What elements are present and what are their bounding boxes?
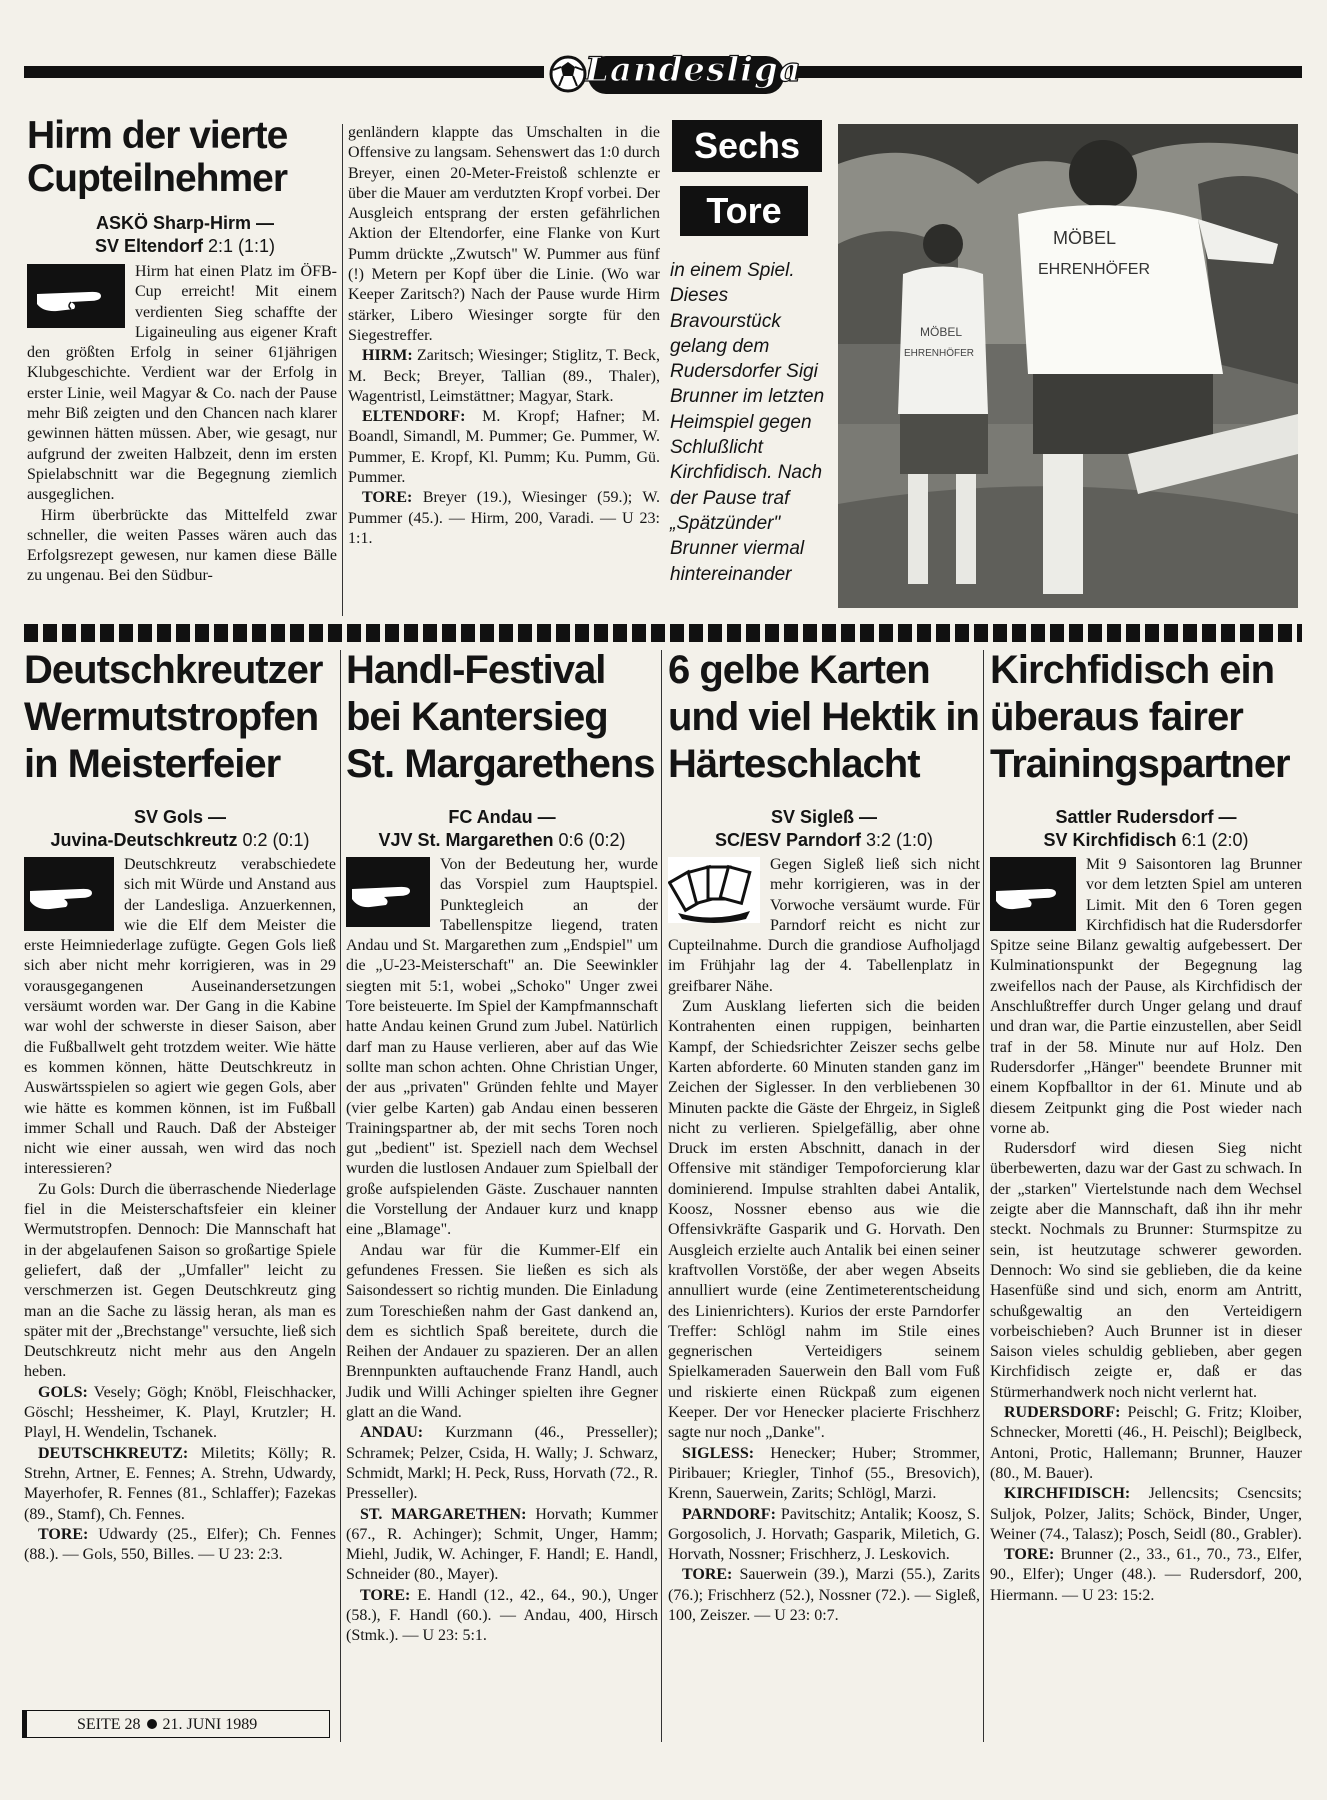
goals-article5-label: TORE: <box>1004 1546 1055 1564</box>
lineup-sigless <box>668 1444 980 1505</box>
lineup-eltendorf <box>348 407 660 488</box>
article5-match <box>990 806 1302 852</box>
article2-match-score: 0:2 (0:1) <box>237 830 310 850</box>
article4-body <box>668 855 980 1705</box>
pointing-hand-icon <box>24 857 114 931</box>
article2-body <box>24 855 336 1705</box>
article2-match-line2 <box>24 829 336 852</box>
article3-paragraph-1: Von der Bedeutung her, wurde das Vorspiel zum Hauptspiel. Punktegleich an der Tabellenspitze liegend, traten Andau und St. Margarethen zum „Endspiel" um die „U-23-Meisterschaft" an. Die Seewinkler siegten mit 5:1, wobei „Schoko" Unger zwei Tore beisteuerte. Im Spiel der Kampfmannschaft hatte Andau keinen Grund zum Jubel. Natürlich darf man zu Hause verlieren, aber auf das Wie sollte man schon achten. Ohne Christian Unger, der aus „privaten" Gründen fehlte und Mayer (vier gelbe Karten) gab Andau einen besseren Trainingspartner ab, der mit sechs Toren noch gut „bedient" ist. Speziell nach dem Wechsel wurden die lustlosen Andauer zum Spielball der große aufspielenden Gäste. Zuschauer nannten die Vorstellung der Andauer kurz und knapp eine „Blamage". <box>346 856 658 1239</box>
article5-match-line1: Sattler Rudersdorf — <box>1055 807 1237 827</box>
goals-article2-label: TORE: <box>38 1525 89 1543</box>
lineup-andau <box>346 1423 658 1504</box>
shirt-small-1: MÖBEL <box>920 325 963 339</box>
article4-paragraph-1: Gegen Sigleß ließ sich nicht mehr korrigieren, was in der Vorwoche versäumt wurde. Für Parndorf reicht es nicht zur Cupteilnahme. Durch die grandiose Aufholjagd im Frühjahr lag der 4. Tabellenplatz in greifbarer Nähe. <box>668 856 980 995</box>
article5-match-score: 6:1 (2:0) <box>1176 830 1249 850</box>
article5-body <box>990 855 1302 1705</box>
goals-article2-text: Udwardy (25., Elfer); Ch. Fennes (88.). — Gols, 550, Billes. — U 23: 2:3. <box>24 1525 336 1564</box>
lineup-parndorf-label: PARNDORF: <box>682 1505 776 1523</box>
article1-paragraph-1: Hirm hat einen Platz im ÖFB-Cup erreicht! Mit einem verdienten Sieg schaffte der Ligaineuling aus eigener Kraft den größten Erfolg in seiner 61jährigen Klubgeschichte. Verdient war der Erfolg in erster Linie, weil Magyar & Co. nach der Pause mehr Biß zeigten und den Chancen nach klarer gewinnen hätten müssen. Aber, wie gesagt, nur aufgrund der zweiten Halbzeit, denn im ersten Spielabschnitt war die Begegnung ziemlich ausgeglichen. <box>27 263 337 504</box>
goals-article3 <box>346 1586 658 1647</box>
article3-match-score: 0:6 (0:2) <box>553 830 626 850</box>
article1-match-teams: SV Eltendorf <box>94 236 203 256</box>
article2-paragraph-1: Deutschkreutz verabschiedete sich mit Würde und Anstand aus der Landesliga. Anzuerkennen, wie die Elf dem Meister die erste Heimniederlage zufügte. Gegen Gols ließ sich aber nicht mehr korrigieren, was in 29 vorausgegangenen Auseinandersetzungen versäumt worden war. Der Gang in die Kabine war wohl der schwerste in dieser Saison, aber die Fußballwelt geht trotzdem weiter. Wie hätte es kommen können, hätte Deutschkreutz in Auswärtsspielen so agiert wie gegen Gols, aber wie hätte es kommen können, ist im Fußball immer Schall und Rauch. Daß der Absteiger nicht wie einer aussah, wen wird das noch interessieren? <box>24 856 336 1178</box>
column-divider <box>983 650 984 1742</box>
column-divider <box>342 124 343 616</box>
article2-match <box>24 806 336 852</box>
lineup-rudersdorf-label: RUDERSDORF: <box>1004 1404 1121 1422</box>
article3-match-teams: VJV St. Margarethen <box>378 830 554 850</box>
section-title: Landesliga <box>585 50 802 90</box>
lineup-rudersdorf <box>990 1403 1302 1484</box>
footer-page: SEITE 28 <box>77 1716 141 1733</box>
footer-date: 21. JUNI 1989 <box>162 1716 258 1733</box>
sidebar-box-tore: Tore <box>680 186 808 236</box>
column-divider <box>340 650 341 1742</box>
lineup-kirchfidisch <box>990 1484 1302 1545</box>
article3-match-line1: FC Andau — <box>448 807 556 827</box>
article1-match-line1: ASKÖ Sharp-Hirm — <box>95 213 275 233</box>
article5-headline: Kirchfidisch ein überaus fairer Trainingspartner <box>990 648 1290 786</box>
pointing-hand-icon <box>990 857 1076 931</box>
lineup-hirm-text: Zaritsch; Wiesinger; Stiglitz, T. Beck, M. Beck; Breyer, Tallian (89., Thaler), Wagentristl, Leimstättner; Magyar, Stark. <box>348 347 660 405</box>
goals-article1-label: TORE: <box>362 489 413 507</box>
article1-lineups <box>348 123 660 549</box>
article2-headline: Deutschkreutzer Wermutstropfen in Meisterfeier <box>24 648 323 786</box>
article4-match <box>668 806 980 852</box>
article1-headline: Hirm der vierte Cupteilnehmer <box>27 114 288 200</box>
lineup-kirchfidisch-label: KIRCHFIDISCH: <box>1004 1485 1131 1503</box>
sidebar-box-sechs: Sechs <box>672 120 822 172</box>
goals-article4-label: TORE: <box>682 1566 733 1584</box>
pointing-hand-icon <box>346 857 430 927</box>
article3-headline: Handl-Festival bei Kantersieg St. Margarethens <box>346 648 655 786</box>
goals-article2 <box>24 1525 336 1566</box>
page-footer <box>22 1710 330 1738</box>
article4-match-score: 3:2 (1:0) <box>860 830 934 850</box>
middle-dashed-rule <box>24 624 1302 642</box>
article2-match-line1: SV Gols — <box>133 807 227 827</box>
article1-match-score: 2:1 (1:1) <box>202 236 276 256</box>
pointing-hand-icon <box>27 264 125 328</box>
lineup-deutschkreutz <box>24 1444 336 1525</box>
article1-paragraph-2: Hirm überbrückte das Mittelfeld zwar schneller, die weiten Passes wären auch das Erfolgsrezept gewesen, nur kamen diese Bälle zu ungenau. Bei den Südbur- <box>27 506 337 585</box>
goals-article5-text: Brunner (2., 33., 61., 70., 73., Elfer, 90., Elfer); Unger (48.). — Rudersdorf, 200, Hiermann. — U 23: 15:2. <box>990 1546 1302 1604</box>
goals-article4 <box>668 1565 980 1626</box>
article5-paragraph-1: Mit 9 Saisontoren lag Brunner vor dem letzten Spiel am unteren Limit. Mit den 6 Toren gegen Kirchfidisch hat die Rudersdorfer Spitze seine Bilanz gewaltig aufgebessert. Der Kulminationspunkt der Begegnung lag zweifellos nach der Pause, als Kirchfidisch der Anschlußtreffer durch Unger gelang und drauf und dran war, die Partie einzustellen, aber Seidl traf in der 58. Minute nur auf Holz. Den Rudersdorfer „Hänger" beendete Brunner mit einem Kopfballtor in der 61. Minute und ab diesem Zeitpunkt ging die Post wieder nach vorne ab. <box>990 856 1302 1137</box>
article1-body-col1 <box>27 262 337 622</box>
article3-match <box>346 806 658 852</box>
article4-paragraph-2: Zum Ausklang lieferten sich die beiden Kontrahenten einen ruppigen, beinharten Kampf, der Schiedsrichter Zeiszer sechs gelbe Karten abforderte. 60 Minuten standen ganz im Zeichen der Siglesser. In den verbliebenen 30 Minuten packte die Gäste der Ehrgeiz, in Sigleß nicht zu verlieren. Spielgefällig, aber ohne Druck im ersten Abschnitt, danach in der Offensive mit ständiger Tempoforcierung klar dominierend. Impulse strahlten dabei Antalik, Koosz, Nossner ebenso aus wie die Offensivkräfte Gasparik und G. Horvath. Den Ausgleich erzielte auch Antalik bei einen seiner kraftvollen Vorstöße, der aber wegen Abseits annulliert wurde (eine Zentimeterentscheidung des Linienrichters). Kurios der erste Parndorfer Treffer: Schlögl nahm im Stile eines gegnerischen Verteidigers seinem Spielkameraden Sauerwein den Ball vom Fuß und riskierte einen Rückpaß zum eigenen Keeper. Der vor Henecker placierte Frischherz sagte nur noch „Danke". <box>668 998 980 1442</box>
article1-match-line2 <box>40 235 330 258</box>
article4-match-teams: SC/ESV Parndorf <box>714 830 861 850</box>
goals-article1-text: Breyer (19.), Wiesinger (59.); W. Pummer (45.). — Hirm, 200, Varadi. — U 23: 1:1. <box>348 489 660 547</box>
article5-paragraph-2: Rudersdorf wird diesen Sieg nicht überbewerten, dazu war der Gast zu schwach. In der „starken" Viertelstunde nach dem Wechsel zeigte aber die Mannschaft, daß ihn ihr mehr steckt. Nochmals zu Brunner: Sturmspitze zu sein, ist heutzutage schwerer geworden. Dennoch: Wo sind sie geblieben, die da keine Hasenfüße sind und sich, enorm am Antritt, schußgewaltig an den Verteidigern vorbeischieben? Auch Brunner ist in dieser Saison vieles schuldig geblieben, aber gegen Kirchfidisch zeigte er, daß er das Stürmerhandwerk noch nicht verlernt hat. <box>990 1140 1302 1401</box>
lineup-gols-label: GOLS: <box>38 1383 88 1401</box>
shirt-text-1: MÖBEL <box>1053 228 1117 248</box>
lineup-st-margarethen-label: ST. MARGARETHEN: <box>360 1505 527 1523</box>
lineup-gols-text: Vesely; Gögh; Knöbl, Fleischhacker, Göschl; Hessheimer, K. Playl, Krutzler; H. Playl, H. Wendelin, Tschanek. <box>24 1383 336 1442</box>
article3-match-line2 <box>346 829 658 852</box>
lineup-st-margarethen <box>346 1505 658 1586</box>
lineup-sigless-text: Henecker; Huber; Strommer, Piribauer; Kriegler, Tinhof (55., Bresovich), Krenn, Sauerwein, Zarits; Schlögl, Marzi. <box>668 1444 980 1503</box>
sidebar-caption: in einem Spiel. Dieses Bravourstück gelang dem Rudersdorfer Sigi Brunner im letzten Heimspiel gegen Schlußlicht Kirchfidisch. Nach der Pause traf „Spätzünder" Brunner viermal hintereinander <box>670 260 825 585</box>
article3-body <box>346 855 658 1705</box>
article2-paragraph-2: Zu Gols: Durch die überraschende Niederlage fiel in die Meisterschaftsfeier ein kleiner Wermutstropfen. Dennoch: Die Mannschaft hat in der abgelaufenen Saison so großartige Spiele geliefert, daß der „Umfaller" leicht zu verschmerzen ist. Gegen Deutschkreutz ging man an die Sache zu lässig heran, als man es später mit der „Brechstange" versuchte, ließ sich Deutschkreutz nicht mehr aus den Angeln heben. <box>24 1180 336 1381</box>
goals-article5 <box>990 1545 1302 1606</box>
lineup-sigless-label: SIGLESS: <box>682 1444 755 1462</box>
shirt-small-2: EHRENHÖFER <box>904 348 975 359</box>
article3-paragraph-2: Andau war für die Kummer-Elf ein gefundenes Fressen. Sie ließen es sich als Saisondessert so richtig munden. Die Einladung zum Toreschießen nahm der Gast dankend an, dem es sichtlich Spaß bereitete, durch die Reihen der Andauer zu spazieren. Der an allen Brennpunkten auftauchende Franz Handl, auch Judik und Willi Achinger spielten ihre Gegner glatt an die Wand. <box>346 1241 658 1422</box>
lineup-parndorf-text: Pavitschitz; Antalik; Koosz, S. Gorgosolich, J. Horvath; Gasparik, Miletich, G. Horvath, Nossner; Frischherz, J. Leskovich. <box>668 1505 980 1564</box>
lineup-deutschkreutz-label: DEUTSCHKREUTZ: <box>38 1444 189 1462</box>
lineup-rudersdorf-text: Peischl; G. Fritz; Kloiber, Schnecker, Moretti (46., H. Peischl); Beiglbeck, Antoni, Protic, Hallemann; Brunner, Hauzer (80., M. Bauer). <box>990 1404 1302 1482</box>
top-rule-right <box>790 66 1302 78</box>
article2-match-teams: Juvina-Deutschkreutz <box>50 830 238 850</box>
article1-paragraph-2-tail: genländern klappte das Umschalten in die Offensive zu langsam. Sehenswert das 1:0 durch Breyer, einen 20-Meter-Freistoß schlenzte er über die Mauer am verdutzten Kropf vorbei. Der Ausgleich entsprang der ersten gefährlichen Aktion der Eltendorfer, eine Flanke von Kurt Pumm drückte „Zwutsch" W. Pummer aus fünf (!) Metern per Kopf über die Linie. (Wo war Keeper Zaritsch?) Nach der Pause wurde Hirm stärker, Libero Wiesinger sorgte für den Siegestreffer. <box>348 124 660 344</box>
shirt-text-2: EHRENHÖFER <box>1038 261 1151 278</box>
goals-article3-label: TORE: <box>360 1586 411 1604</box>
lineup-parndorf <box>668 1505 980 1566</box>
lineup-hirm-label: HIRM: <box>362 347 413 365</box>
goals-article1 <box>348 488 660 549</box>
lineup-deutschkreutz-text: Miletits; Kölly; R. Strehn, Artner, E. Fennes; A. Strehn, Udwardy, Mayerhofer, R. Fennes (81., Schlaffer); Fazekas (89., Stamf), Ch. Fennes. <box>24 1444 336 1523</box>
article4-match-line1: SV Sigleß — <box>770 807 878 827</box>
column-divider <box>661 650 662 1742</box>
lineup-andau-text: Kurzmann (46., Presseller); Schramek; Pelzer, Csida, H. Wally; J. Schwarz, Schmidt, Markl; H. Peck, Russ, Horvath (72., R. Presseller). <box>346 1424 658 1503</box>
lineup-eltendorf-text: M. Kropf; Hafner; M. Boandl, Simandl, M. Pummer; Ge. Pummer, W. Pummer, E. Kropf, Kl. Pumm; Ku. Pumm, Gü. Pummer. <box>348 408 660 487</box>
article4-match-line2 <box>668 829 980 852</box>
bullet-icon <box>147 1719 157 1729</box>
lineup-hirm <box>348 346 660 407</box>
soccer-photo <box>838 124 1298 608</box>
article5-match-line2 <box>990 829 1302 852</box>
article1-match <box>40 212 330 258</box>
lineup-eltendorf-label: ELTENDORF: <box>362 408 466 426</box>
article4-headline: 6 gelbe Karten und viel Hektik in Härteschlacht <box>668 648 979 786</box>
lineup-st-margarethen-text: Horvath; Kummer (67., R. Achinger); Schmit, Unger, Hamm; Miehl, Judik, W. Achinger, F. Handl; E. Handl, Schneider (80., Mayer). <box>346 1505 658 1584</box>
yellow-cards-icon <box>668 857 760 923</box>
lineup-kirchfidisch-text: Jellencsits; Csencsits; Suljok, Polzer, Jalits; Schöck, Binder, Unger, Weiner (74., Talasz); Posch, Seidl (80., Grabler). <box>990 1485 1302 1543</box>
lineup-gols <box>24 1383 336 1444</box>
goals-article3-text: E. Handl (12., 42., 64., 90.), Unger (58.), F. Handl (60.). — Andau, 400, Hirsch (Stmk.). — U 23: 5:1. <box>346 1586 658 1645</box>
top-rule-left <box>24 66 544 78</box>
lineup-andau-label: ANDAU: <box>360 1424 424 1442</box>
article5-match-teams: SV Kirchfidisch <box>1043 830 1177 850</box>
goals-article4-text: Sauerwein (39.), Marzi (55.), Zarits (76.); Frischherz (52.), Nossner (72.). — Sigleß, 100, Zeiszer. — U 23: 0:7. <box>668 1566 980 1624</box>
